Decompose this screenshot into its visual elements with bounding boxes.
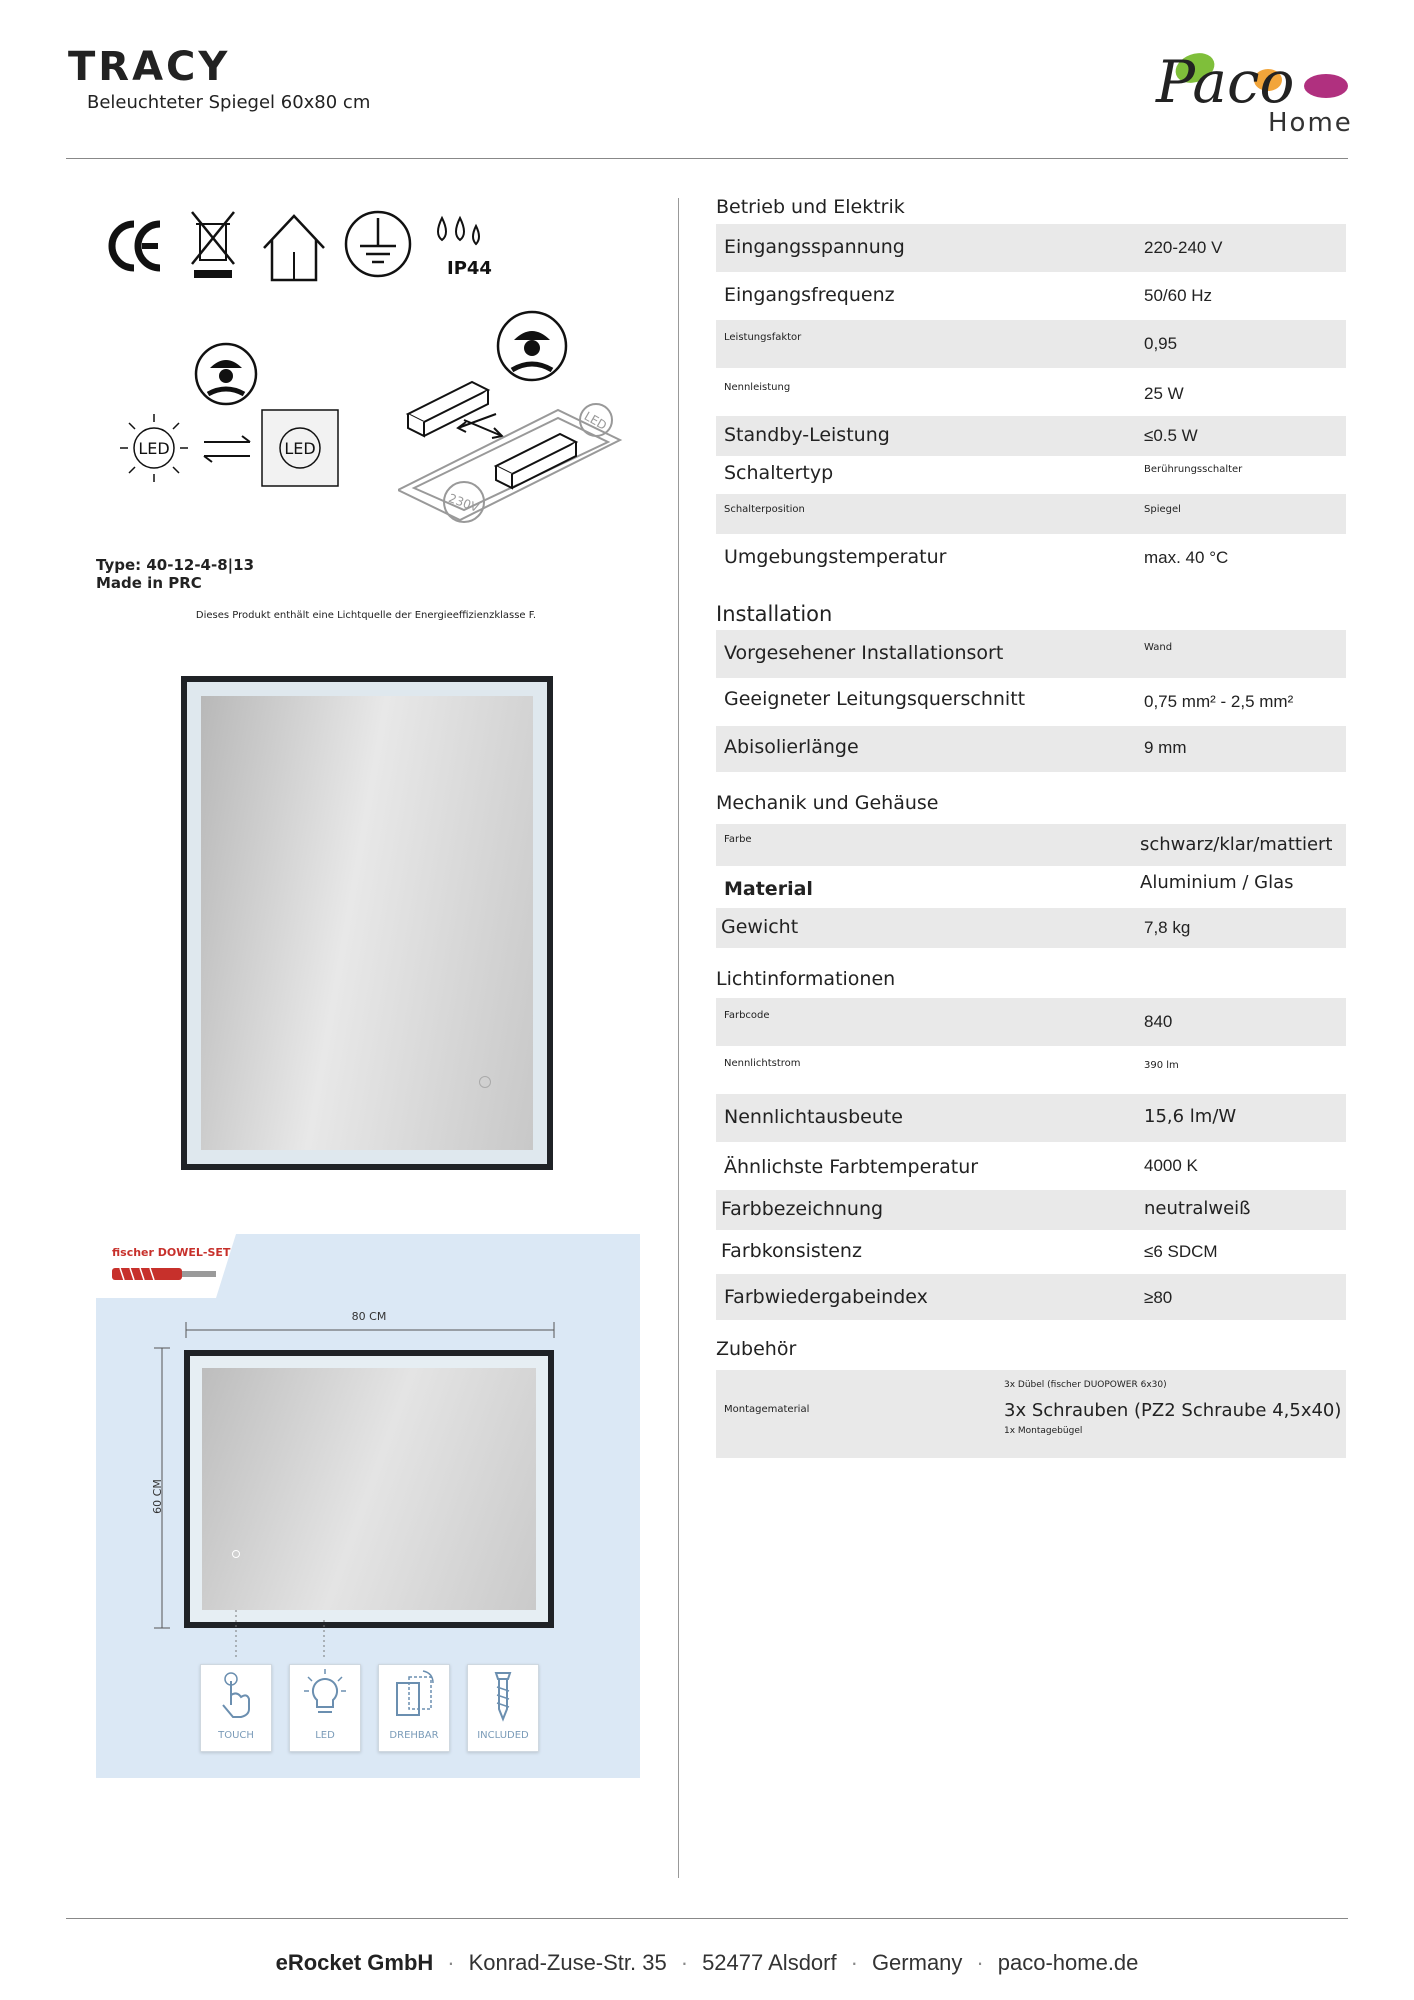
feature-rotate	[378, 1664, 450, 1752]
page-title: TRACY	[68, 44, 231, 90]
spec-row	[716, 1046, 1346, 1094]
mirror-glass	[201, 696, 533, 1150]
spec-value: ≥80	[1144, 1288, 1173, 1307]
logo-home-text: Home	[1268, 108, 1353, 138]
screw-icon	[468, 1665, 538, 1725]
feature-label: INCLUDED	[477, 1730, 529, 1741]
header-divider	[66, 158, 1348, 159]
section-title-zubehoer: Zubehör	[716, 1338, 797, 1360]
spec-row	[716, 320, 1346, 368]
spec-label: Montagematerial	[724, 1404, 810, 1415]
dim-height-label: 60 CM	[150, 1479, 164, 1514]
mirror-led-frame	[187, 682, 547, 1164]
made-in: Made in PRC	[96, 574, 202, 592]
indoor-house-icon	[264, 216, 324, 280]
dim-width-label: 80 CM	[351, 1310, 387, 1323]
technician-icon	[498, 312, 566, 380]
spec-label: Eingangsfrequenz	[724, 284, 895, 306]
swap-arrows-icon	[458, 414, 502, 438]
led-replaced-icon	[262, 410, 338, 486]
ip-rating: IP44	[447, 258, 492, 279]
footer-website-link[interactable]: paco-home.de	[997, 1950, 1139, 1975]
spec-value: 840	[1144, 1012, 1173, 1031]
touch-switch-icon	[232, 1550, 240, 1558]
spec-label: Vorgesehener Installationsort	[724, 642, 1004, 664]
spec-row	[716, 1230, 1346, 1274]
spec-row	[716, 824, 1346, 866]
spec-row	[716, 726, 1346, 772]
spec-label: Schaltertyp	[724, 462, 834, 484]
type-number: Type: 40-12-4-8|13	[96, 556, 255, 574]
product-mirror-image	[181, 676, 553, 1170]
footer-country: Germany	[871, 1950, 963, 1975]
spec-row	[716, 224, 1346, 272]
svg-text:Paco: Paco	[1156, 48, 1295, 116]
water-drops-icon	[438, 218, 479, 244]
spec-value: 390 lm	[1144, 1060, 1179, 1071]
feature-label: TOUCH	[218, 1730, 254, 1741]
spec-label: Leistungsfaktor	[724, 332, 802, 343]
spec-label: Abisolierlänge	[724, 736, 859, 758]
spec-value: 50/60 Hz	[1144, 286, 1213, 305]
spec-row	[716, 678, 1346, 726]
driver-replacement-diagram	[398, 304, 628, 526]
spec-row	[716, 1142, 1346, 1190]
footer-company: eRocket GmbH	[275, 1950, 434, 1975]
spec-label: Schalterposition	[724, 504, 805, 515]
touch-icon	[201, 1665, 271, 1725]
spec-value: 25 W	[1144, 384, 1184, 403]
spec-label: Umgebungstemperatur	[724, 546, 947, 568]
spec-label: Standby-Leistung	[724, 424, 890, 446]
spec-row	[716, 1190, 1346, 1230]
spec-label: Nennleistung	[724, 382, 791, 393]
spec-row	[716, 368, 1346, 416]
certification-icons	[94, 206, 504, 296]
spec-label: Eingangsspannung	[724, 236, 905, 258]
led-label: LED	[581, 408, 610, 433]
spec-label: Farbkonsistenz	[721, 1240, 862, 1262]
page-subtitle: Beleuchteter Spiegel 60x80 cm	[87, 92, 371, 113]
spec-row	[716, 630, 1346, 678]
spec-row	[716, 908, 1346, 948]
protective-earth-icon	[346, 212, 410, 276]
mirror-dimension-image	[184, 1350, 554, 1628]
spec-row	[716, 534, 1346, 580]
footer-divider	[66, 1918, 1348, 1919]
spec-label: Material	[724, 878, 813, 900]
bulb-icon	[290, 1665, 360, 1725]
weee-bin-icon	[192, 212, 234, 278]
spec-value: Spiegel	[1144, 504, 1181, 515]
feature-included	[467, 1664, 539, 1752]
spec-row	[716, 1370, 1346, 1458]
swap-arrows-icon	[204, 436, 250, 462]
spec-value: 9 mm	[1144, 738, 1187, 757]
section-title-betrieb: Betrieb und Elektrik	[716, 196, 905, 218]
led-replacement-diagram	[110, 340, 350, 490]
footer: eRocket GmbH · Konrad-Zuse-Str. 35 · 52477 Alsdorf · Germany · paco-home.de	[275, 1950, 1139, 1975]
column-divider	[678, 198, 679, 1878]
spec-value: 0,75 mm² - 2,5 mm²	[1144, 692, 1294, 711]
touch-switch-icon	[479, 1076, 491, 1088]
ce-mark-icon	[112, 224, 160, 268]
spec-value: 220-240 V	[1144, 238, 1223, 257]
spec-label: Ähnlichste Farbtemperatur	[724, 1156, 979, 1178]
accessory-line-2: 3x Schrauben (PZ2 Schraube 4,5x40)	[1004, 1400, 1342, 1421]
spec-value: 7,8 kg	[1144, 918, 1191, 937]
driver-box-icon	[408, 382, 488, 436]
spec-row	[716, 416, 1346, 456]
spec-label: Nennlichtstrom	[724, 1058, 801, 1069]
voltage-label: 230V	[446, 491, 481, 515]
spec-row	[716, 456, 1346, 494]
spec-row	[716, 1094, 1346, 1142]
fischer-label: fischer DOWEL-SET	[112, 1246, 231, 1259]
footer-city: 52477 Alsdorf	[702, 1950, 837, 1975]
spec-row	[716, 998, 1346, 1046]
svg-text:LED: LED	[284, 439, 316, 458]
spec-value: neutralweiß	[1144, 1198, 1251, 1219]
feature-label: DREHBAR	[389, 1730, 439, 1741]
led-sun-icon	[120, 414, 188, 482]
spec-value: Aluminium / Glas	[1140, 872, 1294, 893]
spec-label: Farbwiedergabeindex	[724, 1286, 928, 1308]
spec-value: 15,6 lm/W	[1144, 1106, 1237, 1127]
spec-value: 0,95	[1144, 334, 1178, 353]
spec-value: ≤6 SDCM	[1144, 1242, 1218, 1261]
type-info	[96, 556, 254, 592]
spec-label: Farbe	[724, 834, 752, 845]
section-title-installation: Installation	[716, 602, 833, 626]
rotate-icon	[379, 1665, 449, 1725]
svg-text:LED: LED	[138, 439, 170, 458]
section-title-mechanik: Mechanik und Gehäuse	[716, 792, 939, 814]
section-title-licht: Lichtinformationen	[716, 968, 896, 990]
technician-icon	[196, 344, 256, 404]
spec-label: Nennlichtausbeute	[724, 1106, 903, 1128]
spec-row	[716, 866, 1346, 908]
spec-row	[716, 1274, 1346, 1320]
fischer-badge	[96, 1234, 236, 1298]
spec-value: 4000 K	[1144, 1156, 1198, 1175]
spec-row	[716, 272, 1346, 320]
spec-value: max. 40 °C	[1144, 548, 1229, 567]
spec-row	[716, 494, 1346, 534]
feature-label: LED	[315, 1730, 335, 1741]
spec-value: ≤0.5 W	[1144, 426, 1198, 445]
feature-touch	[200, 1664, 272, 1752]
spec-value: schwarz/klar/mattiert	[1140, 834, 1333, 855]
feature-led	[289, 1664, 361, 1752]
spec-value: Berührungsschalter	[1144, 464, 1243, 475]
spec-label: Gewicht	[721, 916, 799, 938]
feature-pointer-lines	[230, 1610, 340, 1660]
spec-value: Wand	[1144, 642, 1173, 653]
spec-label: Geeigneter Leitungsquerschnitt	[724, 688, 1026, 710]
spec-label: Farbcode	[724, 1010, 770, 1021]
spec-label: Farbbezeichnung	[721, 1198, 884, 1220]
energy-class-note: Dieses Produkt enthält eine Lichtquelle der Energieeffizienzklasse F.	[195, 610, 537, 621]
accessory-line-3: 1x Montagebügel	[1004, 1426, 1083, 1436]
footer-street: Konrad-Zuse-Str. 35	[468, 1950, 667, 1975]
accessory-line-1: 3x Dübel (fischer DUOPOWER 6x30)	[1004, 1380, 1167, 1390]
